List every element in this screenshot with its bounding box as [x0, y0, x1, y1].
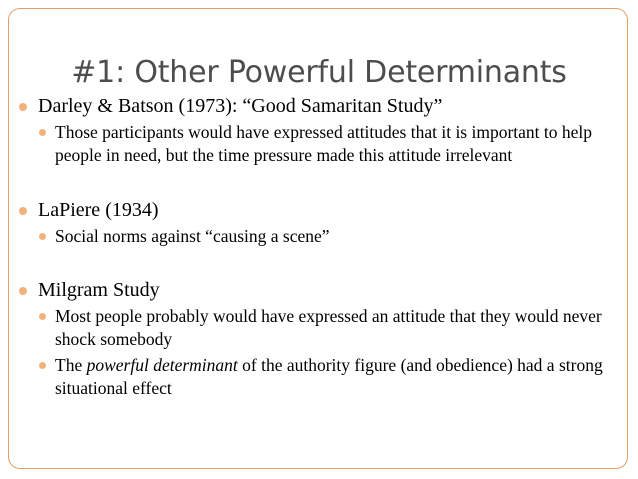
bullet-dot-icon	[39, 129, 46, 136]
sub-bullet-prefix: The	[55, 355, 87, 375]
bullet-dot-icon	[19, 287, 27, 295]
sub-bullet-social-norms	[16, 225, 622, 248]
bullet-dot-icon	[39, 313, 46, 320]
slide-content	[16, 94, 622, 400]
bullet-dot-icon	[39, 362, 46, 369]
bullet-dot-icon	[19, 207, 27, 215]
bullet-text: Milgram Study	[38, 279, 160, 301]
bullet-milgram	[16, 278, 622, 302]
sub-bullet-suffix: of the authority figure (and obedience) had a strong situational effect	[55, 355, 603, 398]
slide-title: #1: Other Powerful Determinants	[71, 55, 567, 90]
bullet-dot-icon	[19, 103, 27, 111]
sub-bullet-emphasis: powerful determinant	[86, 355, 238, 375]
sub-bullet-text: Social norms against “causing a scene”	[55, 226, 330, 246]
bullet-text: LaPiere (1934)	[38, 199, 159, 221]
sub-bullet-time-pressure	[16, 121, 595, 167]
sub-bullet-never-shock	[16, 305, 610, 351]
bullet-text: Darley & Batson (1973): “Good Samaritan Study”	[38, 95, 443, 117]
sub-bullet-text: Those participants would have expressed attitudes that it is important to help people in need, but the time pressure made this attitude irrelevant	[55, 122, 593, 165]
bullet-darley-batson	[16, 94, 622, 118]
sub-bullet-authority-figure	[16, 354, 625, 400]
bullet-lapiere	[16, 198, 622, 222]
bullet-dot-icon	[39, 233, 46, 240]
sub-bullet-text: Most people probably would have expressed an attitude that they would never shock somebody	[55, 306, 602, 349]
